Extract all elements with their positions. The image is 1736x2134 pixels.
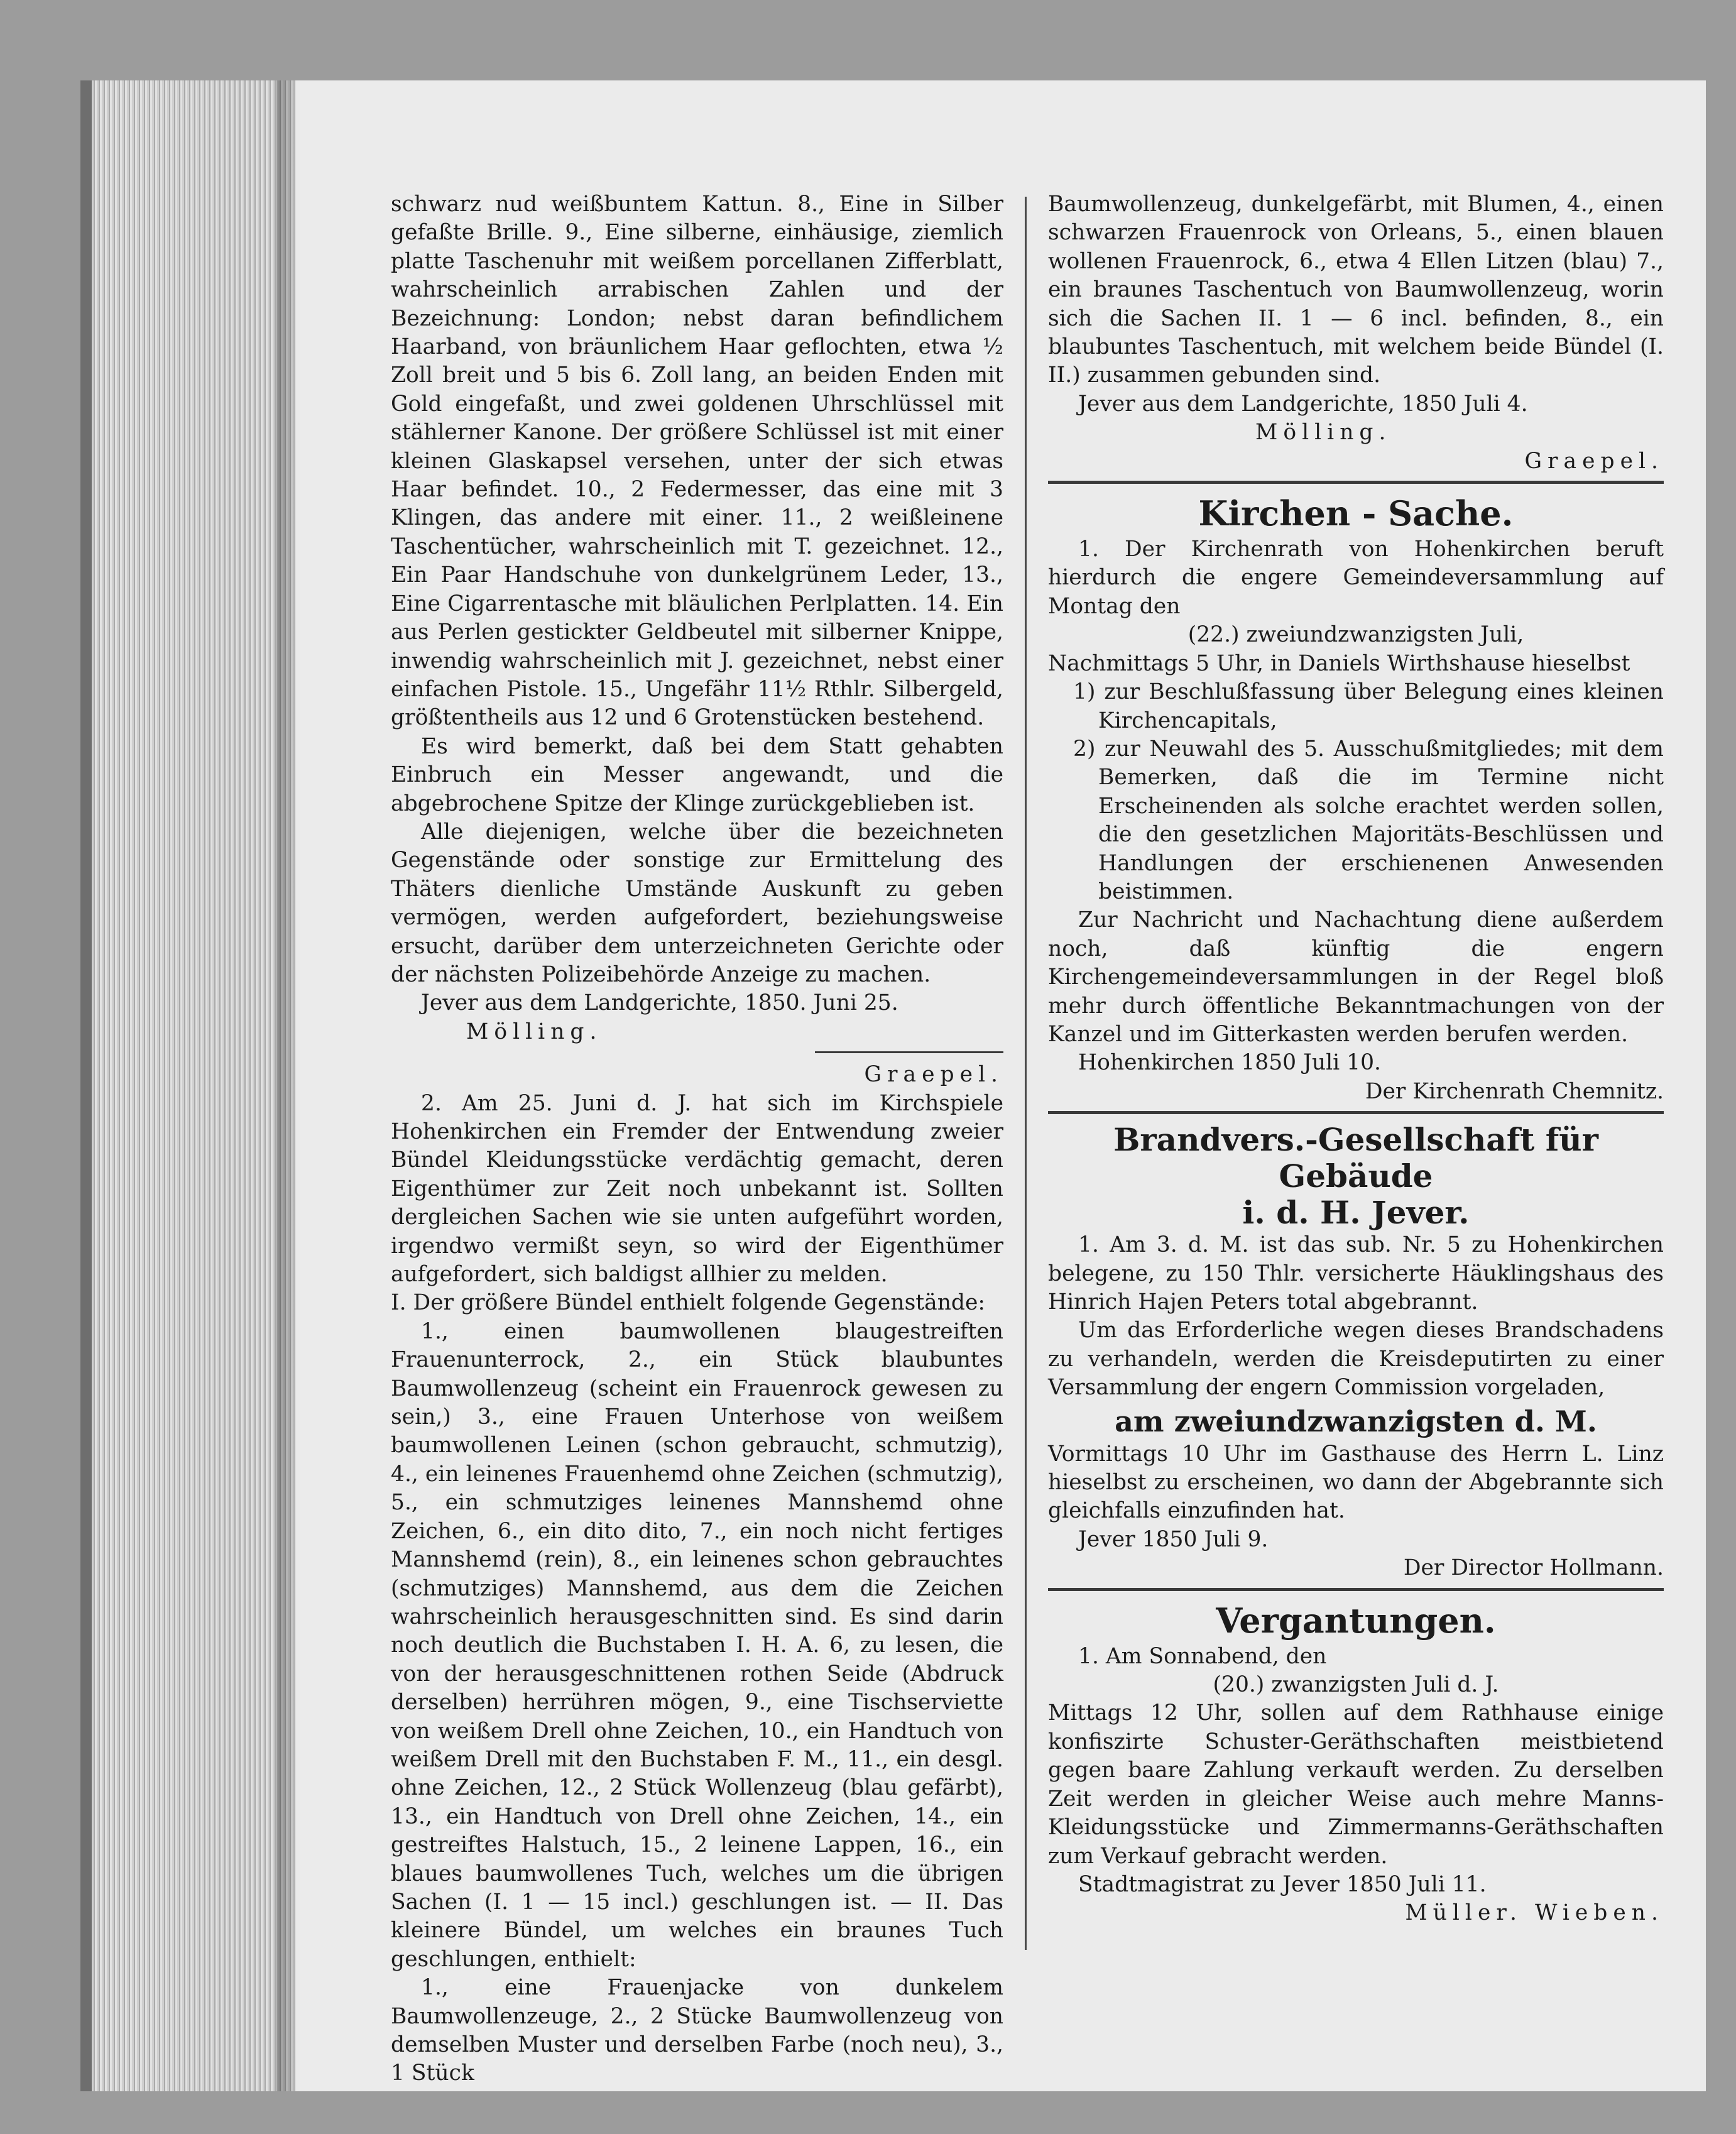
kirchen-paragraph-1: 1. Der Kirchenrath von Hohenkirchen beruft hierdurch die engere Gemeindeversammlung auf Montag den <box>1048 537 1664 619</box>
brand-signature: Der Director Hollmann. <box>1403 1555 1664 1581</box>
left-paragraph-5: I. Der größere Bündel enthielt folgende Gegenstände: <box>391 1290 986 1316</box>
left-signature-rule <box>815 1051 1003 1053</box>
section-rule-3 <box>1048 1588 1664 1591</box>
left-paragraph-2: Es wird bemerkt, daß bei dem Statt gehabten Einbruch ein Messer angewandt, und die abgebrochene Spitze der Klinge zurückgeblieben ist. <box>391 733 1003 816</box>
column-divider <box>1025 197 1027 1950</box>
brand-paragraph-3: Vormittags 10 Uhr im Gasthause des Herrn L. Linz hieselbst zu erscheinen, wo dann der Abgebrannte sich gleichfalls einzufinden hat. <box>1048 1441 1664 1524</box>
left-paragraph-6: 1., einen baumwollenen blaugestreiften Frauenunterrock, 2., ein Stück blaubuntes Baumwollenzeug (scheint ein Frauenrock gewesen zu sein,) 3., eine Frauen Unterhose von weißem baumwollenen Leinen (schon gebraucht, schmutzig), 4., ein leinenes Frauenhemd ohne Zeichen (schmutzig), 5., ein schmutziges leinenes Mannshemd ohne Zeichen, 6., ein dito dito, 7., ein noch nicht fertiges Mannshemd (rein), 8., ein leinenes schon gebrauchtes (schmutziges) Mannshemd, aus dem die Zeichen wahrscheinlich herausgeschnitten sind. Es sind darin noch deutlich die Buchstaben I. H. A. 6, zu lesen, die von der herausgeschnittenen rothen Seide (Abdruck derselben) herrühren mögen, 9., eine Tischserviette von weißem Drell ohne Zeichen, 10., ein Handtuch von weißem Drell mit den Buchstaben F. M., 11., ein desgl. ohne Zeichen, 12., 2 Stück Wollenzeug (blau gefärbt), 13., ein Handtuch von Drell ohne Zeichen, 14., ein gestreiftes Halstuch, 15., 2 leinene Lappen, 16., ein blaues baumwollenes Tuch, welches um die übrigen Sachen (I. 1 — 15 incl.) geschlungen ist. — II. Das kleinere Bündel, um welches ein braunes Tuch geschlungen, enthielt: <box>391 1318 1003 1972</box>
kirchen-date-line: (22.) zweiundzwanzigsten Juli, <box>1187 622 1524 648</box>
kirchen-item-2: 2) zur Neuwahl des 5. Ausschußmitgliedes; mit dem Bemerken, daß die im Termine nicht Erscheinenden als solche erachtet werden sollen, die den gesetzlichen Majoritäts-Beschlüssen und Handlungen der erschienenen Anwesenden beistimmen. <box>1073 736 1664 904</box>
brand-place-date: Jever 1850 Juli 9. <box>1078 1526 1269 1552</box>
left-signature-graepel: Graepel. <box>864 1062 1003 1088</box>
kirchen-signature: Der Kirchenrath Chemnitz. <box>1365 1078 1664 1104</box>
right-paragraph-1: Baumwollenzeug, dunkelgefärbt, mit Blumen, 4., einen schwarzen Frauenrock von Orleans, 5., einen blauen wollenen Frauenrock, 6., etwa 4 Ellen Litzen (blau) 7., ein braunes Taschentuch von Baumwollenzeug, worin sich die Sachen II. 1 — 6 incl. befinden, 8., ein blaubuntes Taschentuch, mit welchem beide Bündel (I. II.) zusammen gebunden sind. <box>1048 192 1664 388</box>
kirchen-item-1: 1) zur Beschlußfassung über Belegung eines kleinen Kirchencapitals, <box>1073 679 1664 733</box>
left-column <box>391 190 1003 2088</box>
section-rule-2 <box>1048 1111 1664 1114</box>
verg-paragraph-1: 1. Am Sonnabend, den <box>1078 1643 1327 1669</box>
newspaper-page <box>295 80 1706 2091</box>
left-paragraph-7: 1., eine Frauenjacke von dunkelem Baumwollenzeuge, 2., 2 Stücke Baumwollenzeug von demselben Muster und derselben Farbe (noch neu), 3., 1 Stück <box>391 1975 1003 2086</box>
verg-heading: Vergantungen. <box>1216 1600 1496 1641</box>
verg-signature: Müller. Wieben. <box>1405 1900 1664 1926</box>
kirchen-place-date: Hohenkirchen 1850 Juli 10. <box>1078 1050 1382 1076</box>
brand-paragraph-1: 1. Am 3. d. M. ist das sub. Nr. 5 zu Hohenkirchen belegene, zu 150 Thlr. versicherte Häuklingshaus des Hinrich Hajen Peters total abgebrannt. <box>1048 1232 1664 1315</box>
left-signature-moelling: Mölling. <box>466 1019 603 1044</box>
verg-date-line: (20.) zwanzigsten Juli d. J. <box>1213 1672 1499 1698</box>
kirchen-time-line: Nachmittags 5 Uhr, in Daniels Wirthshause hieselbst <box>1048 650 1630 676</box>
left-paragraph-1: schwarz nud weißbuntem Kattun. 8., Eine in Silber gefaßte Brille. 9., Eine silberne, einhäusige, ziemlich platte Taschenuhr mit weißem porcellanen Zifferblatt, wahrscheinlich arrabischen Zahlen und der Bezeichnung: London; nebst daran befindlichem Haarband, von bräunlichem Haar geflochten, etwa ½ Zoll breit und 5 bis 6. Zoll lang, an beiden Enden mit Gold eingefaßt, und zwei goldenen Uhrschlüssel mit stählerner Kanone. Der größere Schlüssel ist mit einer kleinen Glaskapsel versehen, unter der sich etwas Haar befindet. 10., 2 Federmesser, das eine mit 3 Klingen, das andere mit einer. 11., 2 weißleinene Taschentücher, wahrscheinlich mit T. gezeichnet. 12., Ein Paar Handschuhe von dunkelgrünem Leder, 13., Eine Cigarrentasche mit bläulichen Perlplatten. 14. Ein aus Perlen gestickter Geldbeutel mit silberner Knippe, inwendig wahrscheinlich mit J. gezeichnet, nebst einer einfachen Pistole. 15., Ungefähr 11½ Rthlr. Silbergeld, größtentheils aus 12 und 6 Grotenstücken bestehend. <box>391 192 1003 731</box>
brand-heading-2: i. d. H. Jever. <box>1242 1194 1470 1232</box>
brand-heading-1: Brandvers.-Gesellschaft für Gebäude <box>1113 1121 1598 1195</box>
book-page-edges <box>80 80 297 2091</box>
right-signature-graepel: Graepel. <box>1524 448 1664 474</box>
right-column <box>1048 190 1664 1928</box>
brand-big-date: am zweiundzwanzigsten d. M. <box>1115 1404 1597 1438</box>
verg-paragraph-2: Mittags 12 Uhr, sollen auf dem Rathhause einige konfiszirte Schuster-Geräthschaften meistbietend gegen baare Zahlung verkauft werden. Zu derselben Zeit werden in gleicher Weise auch mehre Manns-Kleidungsstücke und Zimmermanns-Geräthschaften zum Verkauf gebracht werden. <box>1048 1700 1664 1869</box>
left-paragraph-4: 2. Am 25. Juni d. J. hat sich im Kirchspiele Hohenkirchen ein Fremder der Entwendung zweier Bündel Kleidungsstücke verdächtig gemacht, deren Eigenthümer zur Zeit noch unbekannt ist. Sollten dergleichen Sachen wie sie unten aufgeführt worden, irgendwo vermißt seyn, so wird der Eigenthümer aufgefordert, sich baldigst allhier zu melden. <box>391 1090 1003 1288</box>
right-signature-moelling: Mölling. <box>1255 420 1392 446</box>
left-place-date: Jever aus dem Landgerichte, 1850. Juni 25. <box>421 990 898 1016</box>
left-paragraph-3: Alle diejenigen, welche über die bezeichneten Gegenstände oder sonstige zur Ermittelung des Thäters dienliche Umstände Auskunft zu geben vermögen, werden aufgefordert, beziehungsweise ersucht, darüber dem unterzeichneten Gerichte oder der nächsten Polizeibehörde Anzeige zu machen. <box>391 819 1003 987</box>
right-place-date: Jever aus dem Landgerichte, 1850 Juli 4. <box>1078 391 1528 417</box>
section-rule-1 <box>1048 481 1664 484</box>
brand-paragraph-2: Um das Erforderliche wegen dieses Brandschadens zu verhandeln, werden die Kreisdeputirten zu einer Versammlung der engern Commission vorgeladen, <box>1048 1318 1664 1401</box>
verg-place-date: Stadtmagistrat zu Jever 1850 Juli 11. <box>1078 1871 1487 1897</box>
kirchen-paragraph-2: Zur Nachricht und Nachachtung diene außerdem noch, daß künftig die engern Kirchengemeindeversammlungen in der Regel bloß mehr durch öffentliche Bekanntmachungen von der Kanzel und im Gitterkasten werden berufen werden. <box>1048 907 1664 1047</box>
kirchen-heading: Kirchen - Sache. <box>1198 493 1514 534</box>
